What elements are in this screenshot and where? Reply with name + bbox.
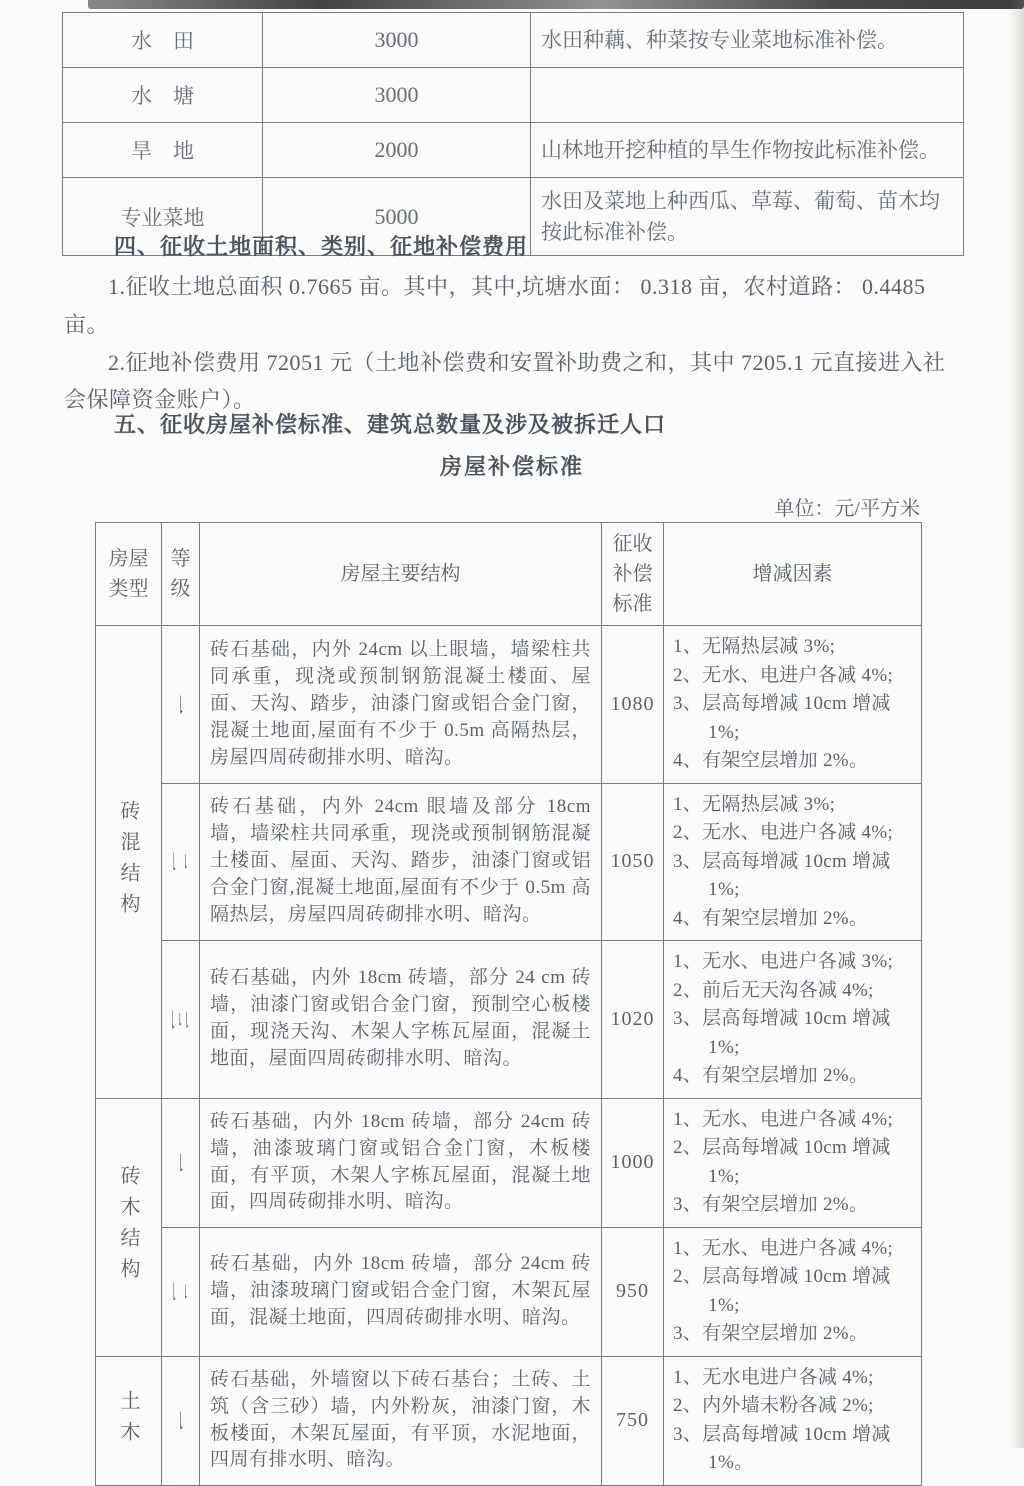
land-value: 5000: [263, 178, 531, 256]
grade-char: 一: [167, 694, 189, 715]
grade-label: [162, 1227, 200, 1356]
grade-label: [162, 1098, 200, 1227]
land-note: [531, 68, 964, 123]
factors-list: [664, 626, 922, 784]
factor-item: 1、无隔热层减 3%;: [673, 793, 836, 815]
factor-item: 3、有架空层增加 2%。: [673, 1194, 869, 1215]
land-type: 旱 地: [63, 123, 263, 178]
table-row: [96, 1098, 922, 1227]
land-type: 水 田: [63, 13, 263, 68]
structure-description: 砖石基础，外墙窗以下砖石基台；土砖、土筑（含三砂）墙，内外粉灰，油漆门窗，木板楼面，木架瓦屋面，有平顶，水泥地面，四周有排水明、暗沟。: [200, 1356, 602, 1485]
factor-item: 1、无水、电进户各减 4%;: [673, 1108, 894, 1130]
grade-char: 二: [167, 851, 189, 872]
standard-value: 1050: [602, 783, 664, 941]
factor-item: 4、有架空层增加 2%。: [673, 750, 869, 771]
grade-label: [162, 1356, 200, 1485]
house-type-label: 砖混结构: [96, 626, 162, 1099]
factor-item: 1、无隔热层减 3%;: [673, 636, 836, 657]
grade-label: [162, 783, 200, 941]
factor-item: 1、无水、电进户各减 4%;: [673, 1237, 894, 1259]
grade-char: 一: [167, 1410, 189, 1431]
header-structure: 房屋主要结构: [200, 523, 602, 626]
factor-item: 2、层高每增减 10cm 增减 1%;: [673, 1137, 891, 1187]
house-compensation-table: [95, 522, 922, 1486]
factor-item: 3、层高每增减 10cm 增减 1%。: [673, 1423, 891, 1473]
factor-item: 2、内外墙未粉各减 2%;: [673, 1395, 874, 1416]
header-grade: 等级: [162, 523, 200, 626]
factors-list: [664, 1227, 922, 1356]
land-value: 2000: [263, 123, 531, 178]
land-note: 山林地开挖种植的旱生作物按此标准补偿。: [531, 123, 964, 178]
factors-list: [664, 941, 922, 1099]
standard-value: 1000: [602, 1098, 664, 1227]
standard-value: 950: [602, 1227, 664, 1356]
factor-item: 3、层高每增减 10cm 增减 1%;: [673, 1008, 891, 1058]
factor-item: 1、无水电进户各减 4%;: [673, 1366, 874, 1388]
table-row: [96, 783, 922, 941]
factors-list: [664, 1098, 922, 1227]
scan-edge-shading: [1008, 0, 1024, 1448]
grade-char: 一: [167, 1152, 189, 1173]
table-row: [63, 123, 964, 178]
land-note: 水田及菜地上种西瓜、草莓、葡萄、苗木均按此标准补偿。: [531, 178, 964, 256]
table-row: [63, 13, 964, 68]
land-value: 3000: [263, 13, 531, 68]
table-row: [96, 1227, 922, 1356]
factor-item: 4、有架空层增加 2%。: [673, 1065, 869, 1086]
header-factors: 增减因素: [664, 523, 922, 626]
section4-paragraph-1: 1.征收土地总面积 0.7665 亩。其中，其中,坑塘水面： 0.318 亩，农村道路： 0.4485 亩。: [64, 274, 926, 337]
house-type-label: 砖木结构: [96, 1098, 162, 1356]
standard-value: 750: [602, 1356, 664, 1485]
land-compensation-table: [62, 12, 964, 256]
standard-value: 1080: [602, 626, 664, 784]
factors-list: [664, 1356, 922, 1485]
table-row: [96, 941, 922, 1099]
factor-item: 3、层高每增减 10cm 增减 1%;: [673, 693, 891, 743]
factor-item: 2、前后无天沟各减 4%;: [673, 979, 874, 1001]
house-type-label: 土木: [96, 1356, 162, 1485]
standard-value: 1020: [602, 941, 664, 1099]
factor-item: 4、有架空层增加 2%。: [673, 907, 869, 929]
structure-description: 砖石基础，内外 24cm 眼墙及部分 18cm 墙，墙梁柱共同承重，现浇或预制钢筋混凝土楼面、屋面、天沟、踏步，油漆门窗或铝合金门窗,混凝土地面,屋面有不少于 0.5m 高隔热层，房屋四周砖砌排水明、暗沟。: [200, 783, 602, 941]
unit-label: 单位：元/平方米: [774, 498, 920, 520]
land-note: 水田种藕、种菜按专业菜地标准补偿。: [531, 13, 964, 68]
factor-item: 3、有架空层增加 2%。: [673, 1323, 869, 1344]
grade-char: 三: [167, 1009, 189, 1030]
header-row: [96, 523, 922, 626]
header-house-type: 房屋类型: [96, 523, 162, 626]
factor-item: 2、无水、电进户各减 4%;: [673, 664, 894, 686]
house-table-title: 房屋补偿标准: [439, 454, 584, 479]
table-row: [96, 1356, 922, 1485]
structure-description: 砖石基础，内外 18cm 砖墙，部分 24cm 砖墙，油漆玻璃门窗或铝合金门窗，木板楼面，有平顶，木架人字栋瓦屋面，混凝土地面，四周砖砌排水明、暗沟。: [200, 1098, 602, 1227]
section5-heading: 五、征收房屋补偿标准、建筑总数量及涉及被拆迁人口: [114, 412, 667, 437]
header-standard: 征收补偿标准: [602, 523, 664, 626]
table-row: [96, 626, 922, 784]
grade-label: [162, 626, 200, 784]
structure-description: 砖石基础，内外 18cm 砖墙，部分 24cm 砖墙，油漆玻璃门窗或铝合金门窗，木架瓦屋面，混凝土地面，四周砖砌排水明、暗沟。: [200, 1227, 602, 1356]
land-type: 水 塘: [63, 68, 263, 123]
factor-item: 2、层高每增减 10cm 增减 1%;: [673, 1266, 891, 1316]
structure-description: 砖石基础，内外 18cm 砖墙，部分 24 cm 砖墙，油漆门窗或铝合金门窗，预制空心板楼面，现浇天沟、木架人字栋瓦屋面，混凝土地面，屋面四周砖砌排水明、暗沟。: [200, 941, 602, 1099]
table-row: [63, 68, 964, 123]
section4-paragraph-2: 2.征地补偿费用 72051 元（土地补偿费和安置补助费之和，其中 7205.1 元直接进入社会保障资金账户）。: [64, 349, 946, 413]
factor-item: 2、无水、电进户各减 4%;: [673, 822, 894, 843]
grade-char: 二: [167, 1281, 189, 1302]
grade-label: [162, 941, 200, 1099]
section4-heading: 四、征收土地面积、类别、征地补偿费用: [114, 234, 529, 259]
section4-body: [64, 268, 964, 419]
structure-description: 砖石基础，内外 24cm 以上眼墙，墙梁柱共同承重，现浇或预制钢筋混凝土楼面、屋面、天沟、踏步，油漆门窗或铝合金门窗，混凝土地面,屋面有不少于 0.5m 高隔热层，房屋四周砖砌排水明、暗沟。: [200, 626, 602, 784]
factor-item: 3、层高每增减 10cm 增减 1%;: [673, 850, 891, 900]
factor-item: 1、无水、电进户各减 3%;: [673, 951, 894, 972]
factors-list: [664, 783, 922, 941]
scan-edge-artifact: [88, 0, 1024, 9]
land-type: 专业菜地: [63, 178, 263, 256]
land-value: 3000: [263, 68, 531, 123]
